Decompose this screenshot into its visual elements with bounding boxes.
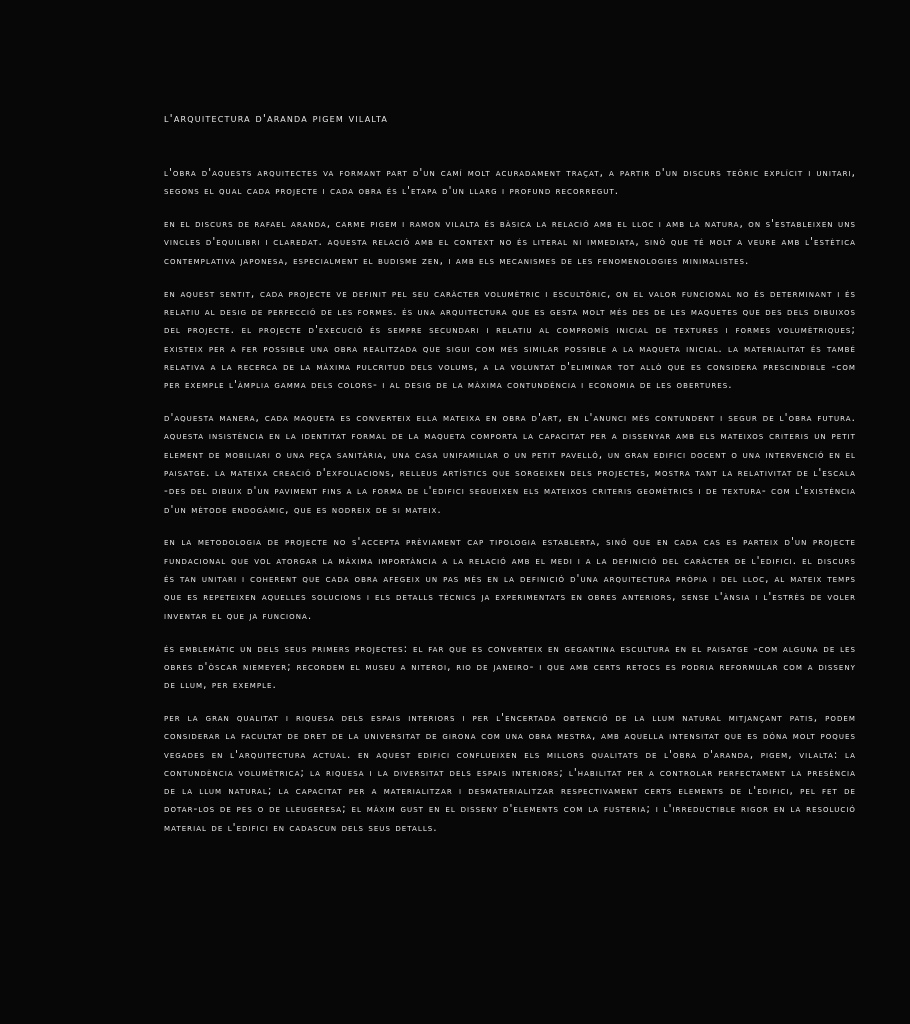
paragraph-1: l'obra d'aquests arquitectes va formant part d'un camí molt acuradament traçat, a partir d'un discurs teòric explícit i unitari, segons el qual cada projecte i cada obra és l'etapa d'un llarg i profund recorregut.	[164, 167, 856, 198]
paragraph-6: és emblemàtic un dels seus primers projectes: el far que es converteix en gegantina escultura en el paisatge -com alguna de les obres d'òscar niemeyer; recordem el museu a niteroi, rio de janeiro- i que amb certs retocs es podria reformular com a disseny de llum, per exemple.	[164, 642, 856, 692]
page-title: l'arquitectura d'aranda pigem vilalta	[164, 112, 389, 125]
paragraph-7: per la gran qualitat i riquesa dels espais interiors i per l'encertada obtenció de la llum natural mitjançant patis, podem considerar la facultat de dret de la universitat de girona com una obra mestra, amb aquella intensitat que es dóna molt poques vegades en l'arquitectura actual. en aquest edifici conflueixen els millors qualitats de l'obra d'aranda, pigem, vilalta: la contundència volumètrica; la riquesa i la diversitat dels espais interiors; l'habilitat per a controlar perfectament la presència de la llum natural; la capacitat per a materialitzar i desmaterialitzar respectivament certs elements de l'edifici, pel fet de dotar-los de pes o de lleugeresa; el màxim gust en el disseny d'elements com la fusteria; i l'irreductible rigor en la resolució material de l'edifici en cadascun dels seus detalls.	[164, 711, 856, 834]
paragraph-2: en el discurs de rafael aranda, carme pigem i ramon vilalta és bàsica la relació amb el lloc i amb la natura, on s'estableixen uns vincles d'equilibri i claredat. aquesta relació amb el context no és literal ni immediata, sinó que té molt a veure amb l'estètica contemplativa japonesa, especialment el budisme zen, i amb els mecanismes de les fenomenologies minimalistes.	[164, 218, 856, 267]
paragraph-5: en la metodologia de projecte no s'accepta prèviament cap tipologia establerta, sinó que en cada cas es parteix d'un projecte fundacional que vol atorgar la màxima importància a la relació amb el medi i a la definició del caràcter de l'edifici. el discurs és tan unitari i coherent que cada obra afegeix un pas més en la definició d'una arquitectura pròpia i del lloc, al mateix temps que es repeteixen aquelles solucions i els detalls tècnics ja experimentats en obres anteriors, sense l'ànsia i l'estrès de voler inventar el que ja funciona.	[164, 536, 856, 622]
paragraph-3: en aquest sentit, cada projecte ve definit pel seu caràcter volumètric i escultòric, on el valor funcional no és determinant i és relatiu al desig de perfecció de les formes. és una arquitectura que es gesta molt més des de les maquetes que des dels dibuixos del projecte. el projecte d'execució és sempre secundari i relatiu al compromís inicial de textures i formes volumètriques; existeix per a fer possible una obra realitzada que sigui com més similar possible a la maqueta inicial. la materialitat és també relativa a la recerca de la màxima pulcritud dels volums, a la voluntat d'eliminar tot allò que es considera prescindible -com per exemple l'àmplia gamma dels colors- i al desig de la màxima contundència i economia de les obertures.	[164, 287, 856, 392]
text-column	[164, 110, 856, 852]
paragraph-4: d'aquesta manera, cada maqueta es converteix ella mateixa en obra d'art, en l'anunci més contundent i segur de l'obra futura. aquesta insistència en la identitat formal de la maqueta comporta la capacitat per a dissenyar amb els mateixos criteris un petit element de mobiliari o una peça sanitària, una casa unifamiliar o un petit pavelló, un gran edifici docent o una intervenció en el paisatge. la mateixa creació d'exfoliacions, relleus artístics que sorgeixen dels projectes, mostra tant la relativitat de l'escala -des del dibuix d'un paviment fins a la forma de l'edifici segueixen els mateixos criteris geomètrics i de textura- com l'existència d'un mètode endogàmic, que es nodreix de si mateix.	[164, 412, 856, 516]
